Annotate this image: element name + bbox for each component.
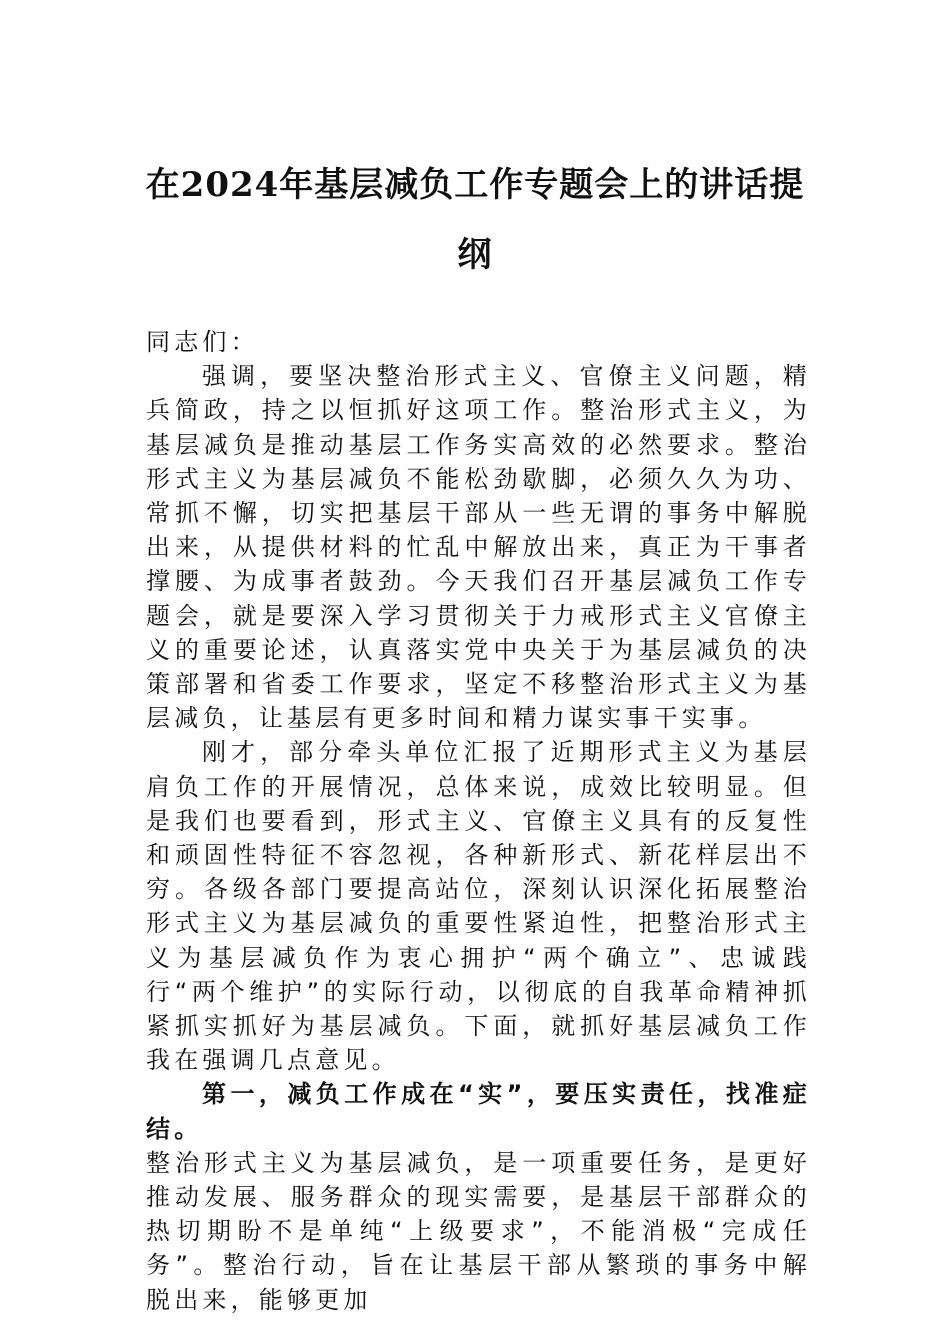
salutation: 同志们：: [146, 328, 259, 356]
paragraph-1: 强调，要坚决整治形式主义、官僚主义问题，精兵简政，持之以恒抓好这项工作。整治形式主义，为基层减负是推动基层工作务实高效的必然要求。整治形式主义为基层减负不能松劲歇脚，必须久久为功、常抓不懈，切实把基层干部从一些无谓的事务中解脱出来，从提供材料的忙乱中解放出来，真正为干事者撑腰、为成事者鼓劲。今天我们召开基层减负工作专题会，就是要深入学习贯彻关于力戒形式主义官僚主义的重要论述，认真落实党中央关于为基层减负的决策部署和省委工作要求，坚定不移整治形式主义为基层减负，让基层有更多时间和精力谋实事干实事。: [146, 362, 811, 733]
paragraph-2: 刚才，部分牵头单位汇报了近期形式主义为基层肩负工作的开展情况，总体来说，成效比较明显。但是我们也要看到，形式主义、官僚主义具有的反复性和顽固性特征不容忽视，各种新形式、新花样层出不穷。各级各部门要提高站位，深刻认识深化拓展整治形式主义为基层减负的重要性紧迫性，把整治形式主义为基层减负作为衷心拥护“两个确立”、忠诚践行“两个维护”的实际行动，以彻底的自我革命精神抓紧抓实抓好为基层减负。下面，就抓好基层减负工作我在强调几点意见。: [146, 738, 811, 1075]
document-title-line-1: 在2024年基层减负工作专题会上的讲话提: [145, 165, 805, 205]
document-body: [146, 325, 811, 1317]
document-title-line-2: 纲: [457, 235, 493, 275]
paragraph-3: 整治形式主义为基层减负，是一项重要任务，是更好推动发展、服务群众的现实需要，是基层干部群众的热切期盼不是单纯“上级要求”，不能消极“完成任务”。整治行动，旨在让基层干部从繁琐的事务中解脱出来，能够更加: [146, 1148, 811, 1314]
section-heading-1: 第一，减负工作成在“实”，要压实责任，找准症结。: [146, 1080, 811, 1143]
